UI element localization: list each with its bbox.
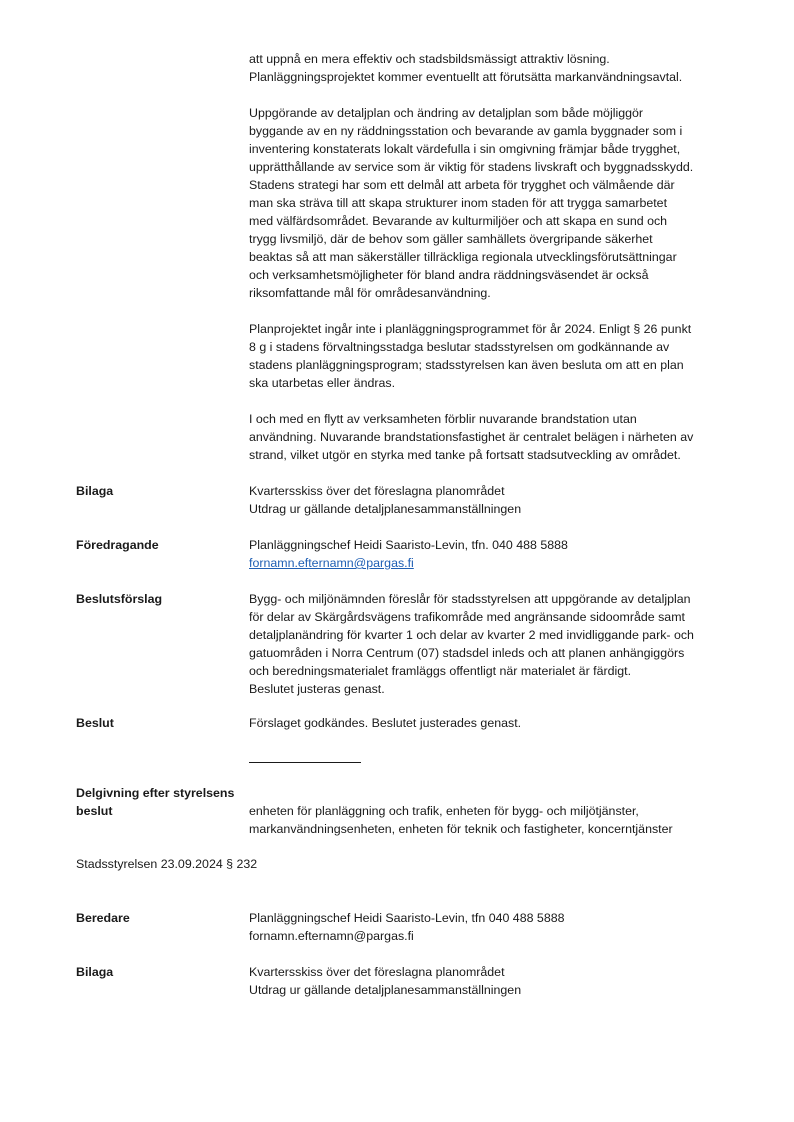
text-line: användning. Nuvarande brandstationsfastighet är centralet belägen i närheten av xyxy=(249,430,694,444)
attachment-item: Kvartersskiss över det föreslagna planområdet xyxy=(249,484,505,498)
intro-paragraph-1 xyxy=(249,50,749,86)
bilaga-label: Bilaga xyxy=(76,965,114,979)
bilaga-label: Bilaga xyxy=(76,484,114,498)
delgivning-label xyxy=(76,784,246,820)
beslut-label: Beslut xyxy=(76,716,114,730)
text-line: Stadens strategi har som ett delmål att arbeta för trygghet och välmående där xyxy=(249,178,675,192)
beredare-value xyxy=(249,909,749,945)
text-line: att uppnå en mera effektiv och stadsbildsmässigt attraktiv lösning. xyxy=(249,52,610,66)
bilaga-list xyxy=(249,482,749,518)
text-line: gatuområden i Norra Centrum (07) stadsdel inleds och att planen anhängiggörs xyxy=(249,646,685,660)
text-line: för delar av Skärgårdsvägens trafikområde med angränsande sidoområde samt xyxy=(249,610,685,624)
attachment-item: Kvartersskiss över det föreslagna planområdet xyxy=(249,965,505,979)
text-line: I och med en flytt av verksamheten förblir nuvarande brandstation utan xyxy=(249,412,637,426)
intro-paragraph-3 xyxy=(249,320,749,392)
text-line: inventering konstaterats lokalt värdefulla i sin omgivning främjar både trygghet, xyxy=(249,142,681,156)
bilaga-list xyxy=(249,963,749,999)
presenter-contact: Planläggningschef Heidi Saaristo-Levin, tfn. 040 488 5888 xyxy=(249,538,568,552)
separator-line xyxy=(249,762,361,763)
beslutsforslag-label: Beslutsförslag xyxy=(76,592,163,606)
text-line: beaktas så att man säkerställer tillräckliga regionala utvecklingsförutsättningar xyxy=(249,250,677,264)
text-line: Bygg- och miljönämnden föreslår för stadsstyrelsen att uppgörande av detaljplan xyxy=(249,592,691,606)
intro-paragraph-2 xyxy=(249,104,749,302)
text-line: man ska sträva till att skapa strukturer inom staden för att trygga samarbetet xyxy=(249,196,668,210)
text-line: upprätthållande av service som är viktig för stadens livskraft och byggnadsskydd. xyxy=(249,160,694,174)
intro-paragraph-4 xyxy=(249,410,749,464)
text-line: med välfärdsområdet. Bevarande av kulturmiljöer och att skapa en sund och xyxy=(249,214,668,228)
attachment-item: Utdrag ur gällande detaljplanesammanställningen xyxy=(249,983,522,997)
text-line: 8 g i stadens förvaltningsstadga beslutar stadsstyrelsen om godkännande av xyxy=(249,340,670,354)
text-line: Planläggningsprojektet kommer eventuellt att förutsätta markanvändningsavtal. xyxy=(249,70,683,84)
text-line: Uppgörande av detaljplan och ändring av detaljplan som både möjliggör xyxy=(249,106,644,120)
label-line: beslut xyxy=(76,804,113,818)
email-link[interactable]: fornamn.efternamn@pargas.fi xyxy=(249,556,414,570)
meeting-reference: Stadsstyrelsen 23.09.2024 § 232 xyxy=(76,857,258,871)
foredragande-value xyxy=(249,536,749,572)
text-line: och verksamhetsmöjligheter för bland andra räddningsväsendet är också xyxy=(249,268,649,282)
text-line: strand, vilket utgör en styrka med tanke på fortsatt stadsutveckling av området. xyxy=(249,448,681,462)
beslut-text: Förslaget godkändes. Beslutet justerades genast. xyxy=(249,716,522,730)
text-line: detaljplanändring för kvarter 1 och delar av kvarter 2 med invidliggande park- och xyxy=(249,628,694,642)
text-line: stadens planläggningsprogram; stadsstyrelsen kan även besluta om att en plan xyxy=(249,358,684,372)
text-line: byggande av en ny räddningsstation och bevarande av gamla byggnader som i xyxy=(249,124,683,138)
text-line: Beslutet justeras genast. xyxy=(249,682,385,696)
preparer-contact: Planläggningschef Heidi Saaristo-Levin, tfn 040 488 5888 xyxy=(249,911,565,925)
text-line: Planprojektet ingår inte i planläggningsprogrammet för år 2024. Enligt § 26 punkt xyxy=(249,322,692,336)
label-line: Delgivning efter styrelsens xyxy=(76,786,235,800)
foredragande-label: Föredragande xyxy=(76,538,159,552)
text-line: enheten för planläggning och trafik, enheten för bygg- och miljötjänster, xyxy=(249,804,639,818)
text-line: trygg livsmiljö, där de behov som gäller samhällets övergripande säkerhet xyxy=(249,232,653,246)
beredare-label: Beredare xyxy=(76,911,130,925)
text-line: markanvändningsenheten, enheten för teknik och fastigheter, koncerntjänster xyxy=(249,822,673,836)
beslutsforslag-text xyxy=(249,590,749,698)
text-line: ska utarbetas eller ändras. xyxy=(249,376,396,390)
text-line: riksomfattande mål för områdesanvändning. xyxy=(249,286,491,300)
text-line: och beredningsmaterialet framläggs offentligt när materialet är färdigt. xyxy=(249,664,632,678)
delgivning-recipients xyxy=(249,802,749,838)
preparer-email: fornamn.efternamn@pargas.fi xyxy=(249,929,414,943)
attachment-item: Utdrag ur gällande detaljplanesammanställningen xyxy=(249,502,522,516)
